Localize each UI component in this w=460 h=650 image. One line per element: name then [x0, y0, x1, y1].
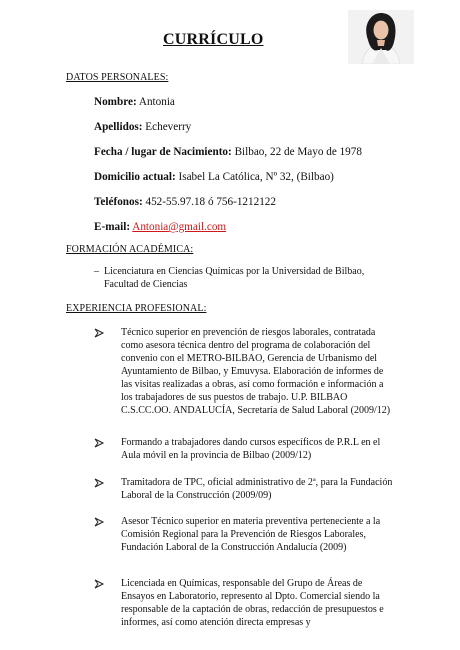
section-education-heading: FORMACIÓN ACADÉMICA: [66, 244, 194, 255]
field-telefonos [94, 196, 276, 208]
experience-item-text: Técnico superior en prevención de riesgos laborales, contratada como asesora técnica dentro del programa de colaboración del convenio con el METRO-BILBAO, Gerencia de Urbanismo del Ayuntamiento de Bilbao, y Emuvysa. Elaboración de informes de las visitas realizadas a obras, así como formación e información a los trabajadores de sus puestos de trabajo. U.P. BILBAO C.S.CC.OO. ANDALUCÍA, Secretaría de Salud Laboral (2009/12) [121, 327, 391, 416]
field-email [94, 221, 226, 233]
experience-item-text: Tramitadora de TPC, oficial administrativo de 2ª, para la Fundación Laboral de la Construcción (2009/09) [121, 477, 393, 501]
field-label: Fecha / lugar de Nacimiento: [94, 146, 232, 158]
page-title: CURRÍCULO [163, 31, 264, 48]
section-experience-heading: EXPERIENCIA PROFESIONAL: [66, 303, 207, 314]
experience-item-text: Formando a trabajadores dando cursos específicos de P.R.L en el Aula móvil en la provincia de Bilbao (2009/12) [121, 437, 381, 461]
arrow-bullet-icon [94, 438, 105, 448]
experience-item-text: Licenciada en Químicas, responsable del Grupo de Áreas de Ensayos en Laboratorio, represento al Dpto. Comercial siendo la responsable de la captación de obras, redacción de presupuestos e informes, así como atención directa empresas y [121, 578, 384, 628]
field-nombre [94, 96, 175, 108]
field-value: Echeverry [145, 121, 192, 133]
dash-icon: – [94, 266, 99, 277]
experience-item [94, 515, 394, 554]
field-value: 452-55.97.18 ó 756-1212122 [145, 196, 276, 208]
education-item-text: Licenciatura en Ciencias Químicas por la Universidad de Bilbao, Facultad de Ciencias [104, 266, 365, 290]
profile-photo [348, 10, 414, 64]
experience-item [94, 436, 394, 462]
field-nacimiento [94, 146, 362, 158]
arrow-bullet-icon [94, 517, 105, 527]
field-value: Isabel La Católica, Nº 32, (Bilbao) [178, 171, 334, 183]
field-domicilio [94, 171, 334, 183]
email-link[interactable]: Antonia@gmail.com [132, 221, 227, 233]
field-label: Domicilio actual: [94, 171, 176, 183]
arrow-bullet-icon [94, 328, 105, 338]
section-personal-heading: DATOS PERSONALES: [66, 72, 169, 83]
education-item [94, 265, 394, 291]
field-apellidos [94, 121, 191, 133]
field-value: Antonia [138, 96, 175, 108]
experience-item [94, 476, 394, 502]
field-value: Bilbao, 22 de Mayo de 1978 [234, 146, 362, 158]
field-label: E-mail: [94, 221, 131, 233]
field-label: Nombre: [94, 96, 137, 108]
arrow-bullet-icon [94, 579, 105, 589]
experience-item [94, 326, 394, 417]
field-label: Teléfonos: [94, 196, 143, 208]
experience-item [94, 577, 394, 629]
experience-item-text: Asesor Técnico superior en materia preventiva perteneciente a la Comisión Regional para la Prevención de Riesgos Laborales, Fundación Laboral de la Construcción Andalucía (2009) [121, 516, 381, 553]
field-label: Apellidos: [94, 121, 143, 133]
arrow-bullet-icon [94, 478, 105, 488]
